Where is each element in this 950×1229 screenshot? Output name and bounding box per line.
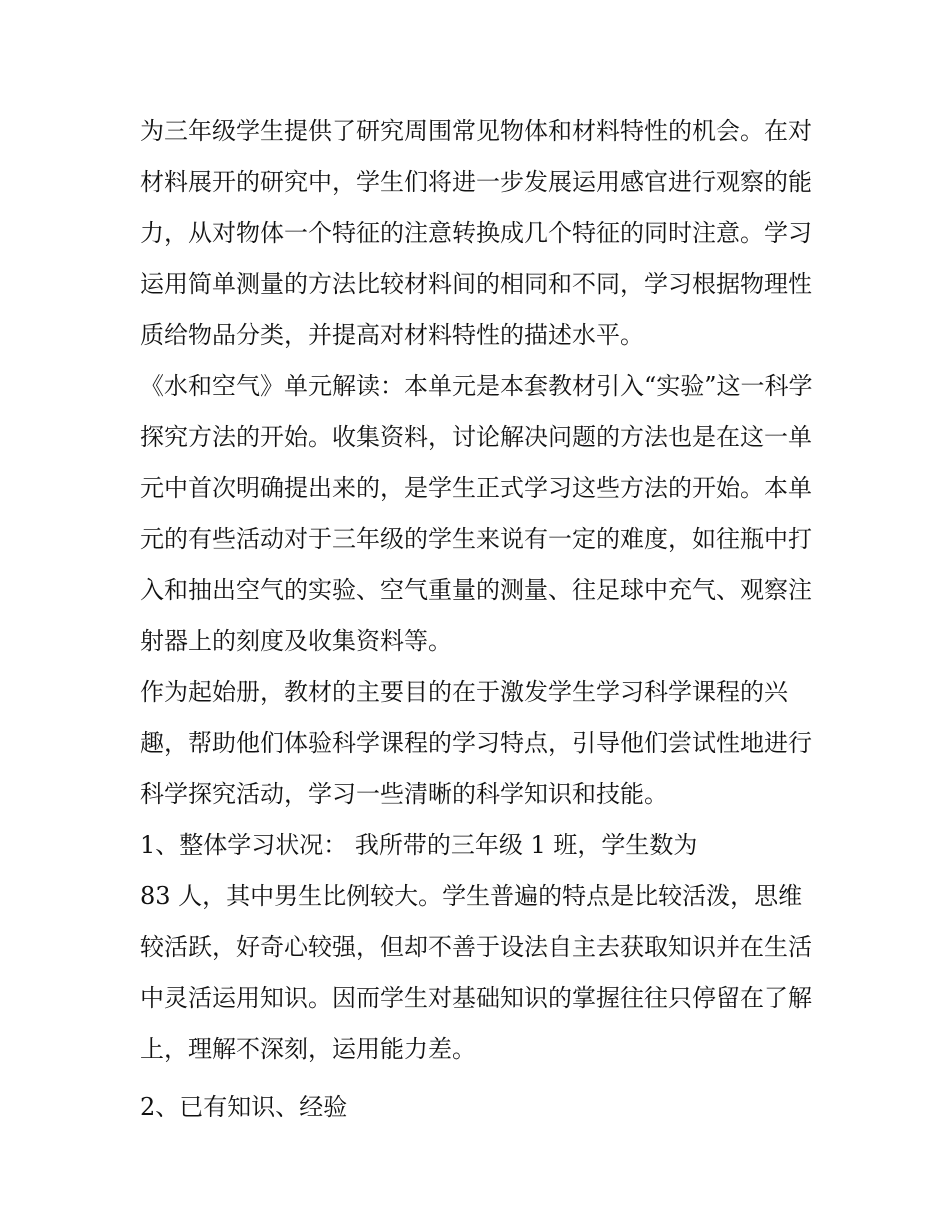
paragraph-water-air-unit: 《水和空气》单元解读：本单元是本套教材引入“实验”这一科学探究方法的开始。收集资料，讨论解决问题的方法也是在这一单元中首次明确提出来的，是学生正式学习这些方法的开始。本单元的有些活动对于三年级的学生来说有一定的难度，如往瓶中打入和抽出空气的实验、空气重量的测量、往足球中充气、观察注射器上的刻度及收集资料等。 <box>140 372 813 655</box>
paragraph-first-volume-goal: 作为起始册，教材的主要目的在于激发学生学习科学课程的兴趣，帮助他们体验科学课程的学习特点，引导他们尝试性地进行科学探究活动，学习一些清晰的科学知识和技能。 <box>140 678 812 808</box>
paragraph-materials-intro: 为三年级学生提供了研究周围常见物体和材料特性的机会。在对材料展开的研究中，学生们将进一步发展运用感官进行观察的能力，从对物体一个特征的注意转换成几个特征的同时注意。学习运用简单测量的方法比较材料间的相同和不同，学习根据物理性质给物品分类，并提高对材料特性的描述水平。 <box>140 117 812 349</box>
paragraph-student-characteristics: 83 人，其中男生比例较大。学生普遍的特点是比较活泼，思维较活跃，好奇心较强，但却不善于设法自主去获取知识并在生活中灵活运用知识。因而学生对基础知识的掌握往往只停留在了解上，理解不深刻，运用能力差。 <box>140 882 812 1063</box>
document-body <box>140 106 820 1133</box>
paragraph-prior-knowledge-heading: 2、已有知识、经验 <box>140 1093 348 1121</box>
paragraph-overall-learning-status: 1、整体学习状况： 我所带的三年级 1 班，学生数为 <box>140 831 698 859</box>
